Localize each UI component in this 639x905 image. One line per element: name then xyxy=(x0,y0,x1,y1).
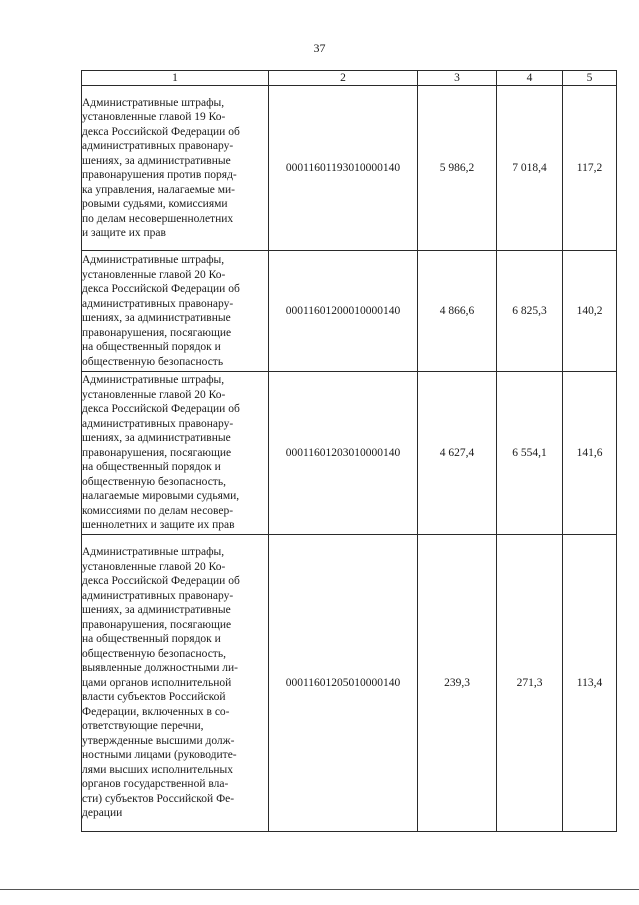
column-header-2: 2 xyxy=(269,71,418,86)
row-code: 00011601205010000140 xyxy=(269,535,418,832)
row-value-col4: 6 554,1 xyxy=(497,372,563,535)
column-header-3: 3 xyxy=(418,71,497,86)
row-code: 00011601203010000140 xyxy=(269,372,418,535)
row-description: Административные штрафы, установленные главой 20 Ко- декса Российской Федерации об административных правонару- шениях, за административные правонарушения, посягающие на общественный порядок и общественную безопасность, налагаемые мировыми судьями, комиссиями по делам несовер- шеннолетних и защите их прав xyxy=(82,372,269,535)
row-value-col4: 7 018,4 xyxy=(497,86,563,251)
row-value-col3: 4 866,6 xyxy=(418,251,497,372)
row-value-col4: 6 825,3 xyxy=(497,251,563,372)
column-header-5: 5 xyxy=(563,71,617,86)
row-description: Административные штрафы, установленные главой 19 Ко- декса Российской Федерации об административных правонару- шениях, за административные правонарушения против поряд- ка управления, налагаемые ми- ровыми судьями, комиссиями по делам несовершеннолетних и защите их прав xyxy=(82,86,269,251)
column-header-1: 1 xyxy=(82,71,269,86)
column-header-4: 4 xyxy=(497,71,563,86)
table-header-row xyxy=(82,71,617,86)
table-row xyxy=(82,372,617,535)
row-value-col5: 113,4 xyxy=(563,535,617,832)
table-row xyxy=(82,251,617,372)
page-bottom-edge xyxy=(0,889,639,890)
row-value-col3: 4 627,4 xyxy=(418,372,497,535)
table-row xyxy=(82,86,617,251)
row-value-col5: 141,6 xyxy=(563,372,617,535)
row-value-col5: 117,2 xyxy=(563,86,617,251)
row-value-col4: 271,3 xyxy=(497,535,563,832)
row-value-col3: 239,3 xyxy=(418,535,497,832)
row-code: 00011601200010000140 xyxy=(269,251,418,372)
revenue-table xyxy=(81,70,617,832)
row-value-col3: 5 986,2 xyxy=(418,86,497,251)
row-description: Административные штрафы, установленные главой 20 Ко- декса Российской Федерации об административных правонару- шениях, за административные правонарушения, посягающие на общественный порядок и общественную безопасность, выявленные должностными ли- цами органов исполнительной власти субъектов Российской Федерации, включенных в со- ответствующие перечни, утвержденные высшими долж- ностными лицами (руководите- лями высших исполнительных органов государственной вла- сти) субъектов Российской Фе- дерации xyxy=(82,535,269,832)
row-description: Административные штрафы, установленные главой 20 Ко- декса Российской Федерации об административных правонару- шениях, за административные правонарушения, посягающие на общественный порядок и общественную безопасность xyxy=(82,251,269,372)
row-code: 00011601193010000140 xyxy=(269,86,418,251)
page-number: 37 xyxy=(313,41,326,55)
table-row xyxy=(82,535,617,832)
row-value-col5: 140,2 xyxy=(563,251,617,372)
